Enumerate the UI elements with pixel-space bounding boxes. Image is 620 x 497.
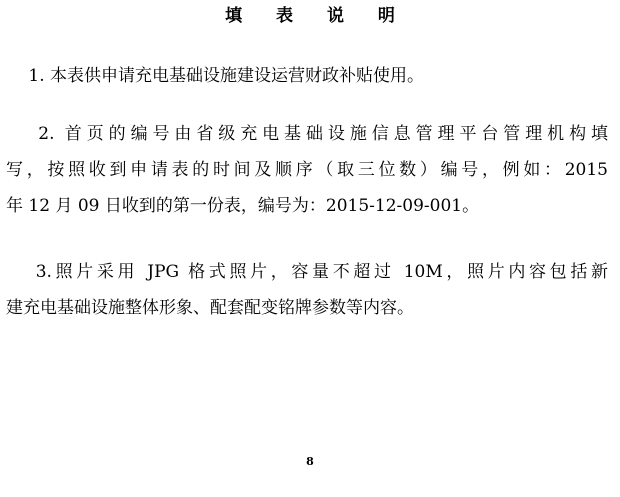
instruction-paragraph-2 <box>6 116 608 224</box>
page-number: 8 <box>306 455 314 468</box>
paragraph-line: 1. 本表供申请充电基础设施建设运营财政补贴使用。 <box>6 66 425 86</box>
document-title: 填 表 说 明 <box>225 6 409 26</box>
paragraph-line: 3.照片采用 JPG 格式照片，容量不超过 10M，照片内容包括新 <box>6 262 608 282</box>
paragraph-line: 2. 首页的编号由省级充电基础设施信息管理平台管理机构填 <box>6 124 608 144</box>
instruction-paragraph-1 <box>6 58 608 94</box>
paragraph-line: 写，按照收到申请表的时间及顺序（取三位数）编号，例如：2015 <box>6 160 608 180</box>
instruction-paragraph-3 <box>6 254 608 326</box>
paragraph-line: 年 12 月 09 日收到的第一份表，编号为：2015-12-09-001。 <box>6 196 480 216</box>
paragraph-line: 建充电基础设施整体形象、配套配变铭牌参数等内容。 <box>6 298 414 318</box>
